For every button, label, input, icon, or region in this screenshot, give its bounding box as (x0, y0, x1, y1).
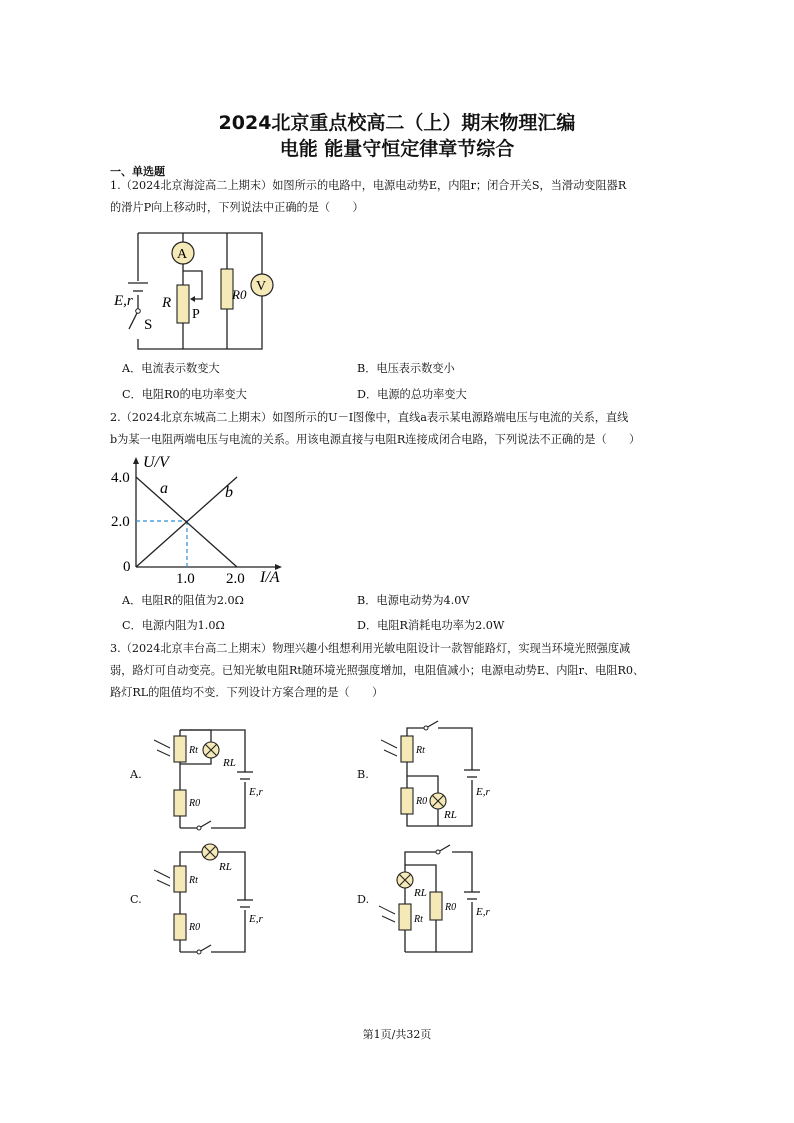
question-1-circuit-diagram (110, 225, 280, 355)
origin-label: 0 (123, 559, 131, 575)
source-label: E,r (476, 786, 490, 798)
q3-option-a-label: A. (130, 768, 142, 781)
question-2-line2: b为某一电阻两端电压与电流的关系。用该电源直接与电阻R连接成闭合电路，下列说法不正确的是（ ） (110, 433, 641, 446)
line-b-label: b (225, 484, 233, 501)
x-axis-label: I/A (260, 569, 280, 586)
line-a-label: a (160, 480, 168, 497)
q3-option-a-circuit (145, 720, 275, 835)
r0-label: R0 (416, 796, 428, 807)
document-title: 2024北京重点校高二（上）期末物理汇编 (218, 112, 576, 134)
x-tick-2: 2.0 (226, 571, 245, 587)
question-3-line2: 弱，路灯可自动变亮。已知光敏电阻Rt随环境光照强度增加，电阻值减小；电源电动势E、内阻r、电阻R0、 (110, 664, 645, 677)
y-tick-4: 4.0 (111, 470, 130, 486)
question-2-line1: 2.（2024北京东城高二上期末）如图所示的U－I图像中，直线a表示某电源路端电压与电流的关系，直线 (110, 411, 629, 424)
slider-label: P (192, 307, 200, 322)
photoresistor-icon (174, 736, 186, 762)
section-heading: 一、单选题 (110, 165, 165, 178)
q1-option-c: C．电阻R0的电功率变大 (122, 388, 247, 401)
q3-option-c-circuit (145, 840, 275, 960)
q1-option-a: A．电流表示数变大 (122, 362, 220, 375)
document-subtitle: 电能 能量守恒定律章节综合 (279, 138, 515, 160)
resistor-r0-icon (401, 788, 413, 814)
question-3-stem (110, 638, 690, 704)
source-label: E,r (249, 913, 263, 925)
source-label: E,r (476, 906, 490, 918)
resistor-r0-label: R0 (232, 287, 247, 302)
q1-option-d: D．电源的总功率变大 (357, 388, 467, 401)
switch-label: S (144, 317, 153, 333)
x-tick-1: 1.0 (176, 571, 195, 587)
ammeter-label: A (177, 247, 188, 262)
r0-label: R0 (445, 902, 457, 913)
q2-option-d: D．电阻R消耗电功率为2.0W (357, 619, 505, 632)
page-footer: 第1页/共32页 (362, 1028, 432, 1041)
photoresistor-icon (174, 866, 186, 892)
q3-option-d-label: D. (357, 893, 370, 906)
q3-option-c-label: C. (130, 893, 142, 906)
r0-label: R0 (189, 798, 201, 809)
question-2-stem (110, 407, 690, 451)
r0-label: R0 (189, 922, 201, 933)
rt-label: Rt (189, 875, 198, 886)
question-3-line3: 路灯RL的阻值均不变．下列设计方案合理的是（ ） (110, 686, 384, 699)
rt-label: Rt (416, 745, 425, 756)
question-1-line1: 1.（2024北京海淀高二上期末）如图所示的电路中，电源电动势E，内阻r；闭合开关S，当滑动变阻器R (110, 179, 627, 192)
rheostat-label: R (162, 295, 172, 311)
rl-label: RL (414, 887, 427, 899)
rheostat-icon (177, 285, 189, 323)
voltmeter-label: V (256, 279, 267, 294)
q3-option-d-circuit (372, 840, 502, 960)
rl-label: RL (223, 757, 236, 769)
y-axis-label: U/V (143, 454, 169, 471)
q3-option-b-circuit (372, 718, 502, 833)
q1-option-b: B．电压表示数变小 (357, 362, 455, 375)
question-3-line1: 3.（2024北京丰台高二上期末）物理兴趣小组想利用光敏电阻设计一款智能路灯，实现当环境光照强度减 (110, 642, 631, 655)
photoresistor-icon (399, 904, 411, 930)
resistor-r0-icon (174, 790, 186, 816)
photoresistor-icon (401, 736, 413, 762)
rt-label: Rt (189, 745, 198, 756)
resistor-r0-icon (430, 892, 442, 920)
y-tick-2: 2.0 (111, 514, 130, 530)
question-2-ui-graph (110, 455, 290, 585)
q2-option-b: B．电源电动势为4.0V (357, 594, 470, 607)
q2-option-a: A．电阻R的阻值为2.0Ω (122, 594, 244, 607)
source-label: E,r (114, 293, 133, 309)
resistor-r0-icon (174, 914, 186, 940)
rt-label: Rt (414, 914, 423, 925)
q3-option-b-label: B. (357, 768, 369, 781)
question-1-line2: 的滑片P向上移动时，下列说法中正确的是（ ） (110, 201, 364, 214)
question-1-stem (110, 175, 690, 219)
rl-label: RL (444, 809, 457, 821)
q2-option-c: C．电源内阻为1.0Ω (122, 619, 225, 632)
rl-label: RL (219, 861, 232, 873)
source-label: E,r (249, 786, 263, 798)
